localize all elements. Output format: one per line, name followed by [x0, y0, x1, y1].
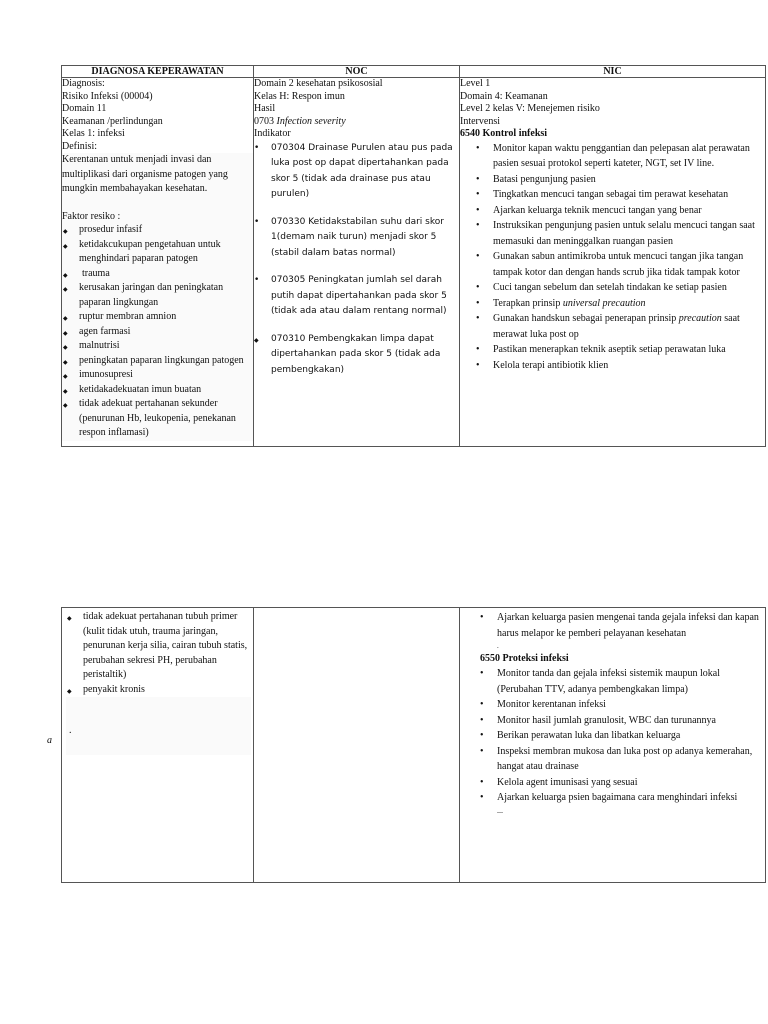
list-item: ◆ malnutrisi: [62, 339, 253, 354]
diamond-bullet-icon: ◆: [254, 336, 259, 344]
list-item: • Kelola agent imunisasi yang sesuai: [480, 775, 761, 791]
list-item: • Batasi pengunjung pasien: [476, 172, 765, 188]
trailing-dot: .: [66, 725, 251, 755]
diag-line: Diagnosis:: [62, 78, 105, 89]
noc-line: Hasil: [254, 103, 276, 114]
noc-cell: [254, 78, 460, 447]
list-item: • Gunakan sabun antimikroba untuk mencuci tangan jika tangan tampak kotor dan dengan hands scrub jika tidak tampak kotor: [476, 249, 765, 280]
list-item: • Tingkatkan mencuci tangan sebagai tim perawat kesehatan: [476, 187, 765, 203]
list-item: • Monitor kerentanan infeksi: [480, 697, 761, 713]
header-noc: NOC: [254, 66, 460, 78]
bullet-icon: •: [254, 216, 260, 227]
list-item: ◆ agen farmasi: [62, 325, 253, 340]
nic-cell-cont: [460, 608, 766, 883]
noc-indicator-item: ◆ 070310 Pembengkakan limpa dapat dipertahankan pada skor 5 (tidak ada pembengkakan): [254, 333, 441, 375]
list-item: • Terapkan prinsip universal precaution: [476, 296, 765, 312]
list-item: ◆ trauma: [62, 267, 253, 282]
noc-indicator-item: • 070305 Peningkatan jumlah sel darah putih dapat dipertahankan pada skor 5 (tidak ada atau dalam rentang normal): [254, 275, 447, 316]
list-item: • Ajarkan keluarga psien bagaimana cara menghindari infeksi: [480, 790, 761, 806]
list-item: • Instruksikan pengunjung pasien untuk selalu mencuci tangan saat memasuki dan meninggalkan ruangan pasien: [476, 218, 765, 249]
margin-mark: a: [47, 735, 52, 746]
nic-line: Domain 4: Keamanan: [460, 90, 548, 102]
nic-line: Level 2 kelas V: Menejemen risiko: [460, 103, 600, 114]
nic-intervention-list-cont: [464, 610, 761, 641]
list-item: • Ajarkan keluarga pasien mengenai tanda gejala infeksi dan kapan harus melapor ke pemberi pelayanan kesehatan: [480, 610, 761, 641]
diag-line: Keamanan /perlindungan: [62, 115, 163, 127]
list-item: • Pastikan menerapkan teknik aseptik setiap perawatan luka: [476, 342, 765, 358]
list-item: • Kelola terapi antibiotik klien: [476, 358, 765, 374]
list-item: ◆ ruptur membran amnion: [62, 310, 253, 325]
nic-line: Level 1: [460, 78, 491, 89]
nic-intervention-list: [460, 141, 765, 374]
list-item: • Berikan perawatan luka dan libatkan keluarga: [480, 728, 761, 744]
list-item: ◆ penyakit kronis: [66, 683, 251, 698]
diag-line: Domain 11: [62, 103, 107, 114]
list-item: ◆ peningkatan paparan lingkungan patogen: [62, 354, 253, 369]
diag-line: Kelas 1: infeksi: [62, 128, 125, 139]
diag-line: Risiko Infeksi (00004): [62, 90, 153, 102]
list-item: ◆ ketidakcukupan pengetahuan untuk menghindari paparan patogen: [62, 238, 253, 267]
care-plan-table-part2: [61, 607, 766, 883]
end-mark: ...: [497, 805, 503, 815]
noc-indicator-item: • 070330 Ketidakstabilan suhu dari skor 1(demam naik turun) menjadi skor 5 (stabil dalam batas normal): [254, 216, 444, 258]
header-nic: NIC: [460, 66, 766, 78]
list-item: ◆ prosedur infasif: [62, 223, 253, 238]
nic-protection-list: [464, 666, 761, 806]
list-item: • Monitor kapan waktu penggantian dan pelepasan alat perawatan pasien sesuai protokol seperti kateter, NGT, set IV line.: [476, 141, 765, 172]
list-item: • Monitor tanda dan gejala infeksi sistemik maupun lokal (Perubahan TTV, adanya pembengkakan limpa): [480, 666, 761, 697]
diagnosis-cell-cont: [62, 608, 254, 883]
noc-indicator-item: • 070304 Drainase Purulen atau pus pada luka post op dapat dipertahankan pada skor 5 (tidak ada drainase pus atau purulen): [254, 142, 453, 199]
bullet-icon: •: [254, 142, 260, 153]
bullet-icon: •: [254, 275, 260, 285]
noc-outcome: 0703 Infection severity: [254, 115, 346, 127]
care-plan-table-part1: [61, 65, 766, 447]
diagnosis-cell: [62, 78, 254, 447]
list-item: • Gunakan handskun sebagai penerapan prinsip precaution saat merawat luka post op: [476, 311, 765, 342]
list-item: ◆ tidak adekuat pertahanan tubuh primer (kulit tidak utuh, trauma jaringan, penurunan kerja silia, cairan tubuh statis, perubahan sekresi PH, perubahan peristaltik): [66, 610, 251, 683]
noc-line: Kelas H: Respon imun: [254, 90, 345, 102]
small-dot: .: [497, 642, 499, 650]
noc-line: Domain 2 kesehatan psikososial: [254, 78, 383, 89]
diagnosis-definition: Kerentanan untuk menjadi invasi dan multiplikasi dari organisme patogen yang mungkin membahayakan kesehatan.: [62, 153, 253, 197]
noc-cell-cont: [254, 608, 460, 883]
diag-line: Definisi:: [62, 140, 97, 152]
nic-section-title: 6540 Kontrol infeksi: [460, 128, 548, 139]
list-item: • Ajarkan keluarga teknik mencuci tangan yang benar: [476, 203, 765, 219]
list-item: • Inspeksi membran mukosa dan luka post op adanya kemerahan, hangat atau drainase: [480, 744, 761, 775]
list-item: ◆ kerusakan jaringan dan peningkatan paparan lingkungan: [62, 281, 253, 310]
nic-section-title: 6550 Proteksi infeksi: [480, 653, 569, 664]
header-diagnosa: DIAGNOSA KEPERAWATAN: [62, 66, 254, 78]
list-item: ◆ tidak adekuat pertahanan sekunder (penurunan Hb, leukopenia, penekanan respon inflamasi): [62, 397, 253, 441]
nic-cell: [460, 78, 766, 447]
list-item: • Cuci tangan sebelum dan setelah tindakan ke setiap pasien: [476, 280, 765, 296]
risk-factor-list-cont: [66, 610, 251, 697]
risk-factor-list: [62, 223, 253, 441]
risk-factor-title: Faktor resiko :: [62, 211, 253, 224]
list-item: ◆ imunosupresi: [62, 368, 253, 383]
nic-line: Intervensi: [460, 115, 500, 127]
list-item: • Monitor hasil jumlah granulosit, WBC dan turunannya: [480, 713, 761, 729]
list-item: ◆ ketidakadekuatan imun buatan: [62, 383, 253, 398]
noc-indicator: Indikator: [254, 128, 291, 139]
